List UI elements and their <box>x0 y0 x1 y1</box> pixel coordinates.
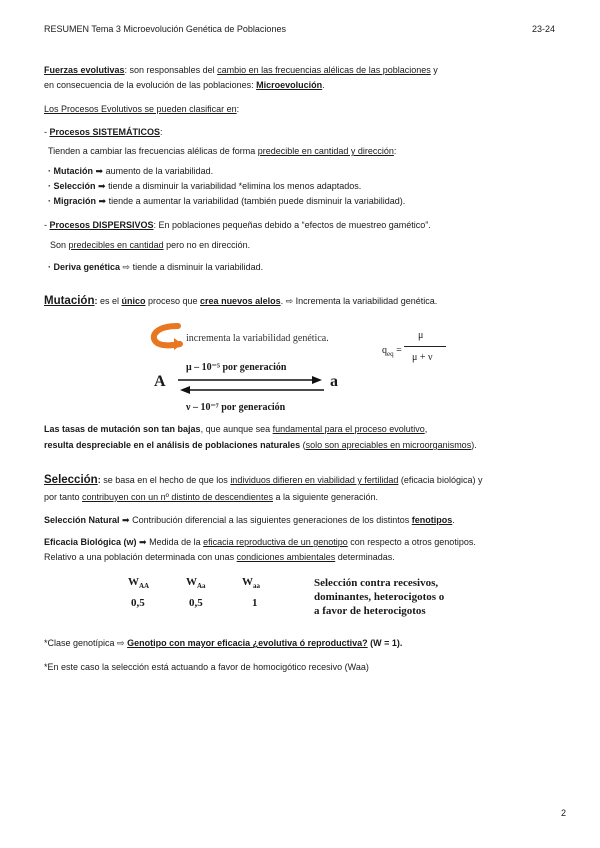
fuerzas-term: Fuerzas evolutivas <box>44 65 125 75</box>
fig-fraction-num: μ <box>418 330 424 341</box>
seleccion-natural-line: Selección Natural ➡ Contribución diferencial a las siguientes generaciones de los distintos fenotipos. <box>44 515 455 525</box>
w-value-aa: 1 <box>252 597 258 609</box>
fuerzas-line-1: Fuerzas evolutivas: son responsables del cambio en las frecuencias alélicas de las poblaciones y <box>44 65 438 75</box>
header-year: 23-24 <box>532 24 556 34</box>
right-arrow-icon: ➡ <box>98 181 106 191</box>
fig-q-eq: $q_{eq}$ = <box>382 345 402 358</box>
header-title: RESUMEN Tema 3 Microevolución Genética de Poblaciones <box>44 24 286 34</box>
fig-fraction-bar <box>404 346 446 347</box>
fig-increment-label: incrementa la variabilidad genética. <box>186 333 329 344</box>
curved-orange-arrow-icon <box>148 322 184 352</box>
seleccion-line-2: por tanto contribuyen con un nº distinto de descendientes a la siguiente generación. <box>44 492 379 502</box>
w-value-AA: 0,5 <box>131 597 145 609</box>
fuerzas-line-2: en consecuencia de la evolución de las poblaciones: Microevolución. <box>44 80 325 90</box>
mutacion-line: Mutación: es el único proceso que crea nuevos alelos. ⇨ Incrementa la variabilidad genética. <box>44 295 438 307</box>
list-item-deriva: · Deriva genética ⇨ tiende a disminuir la variabilidad. <box>48 262 264 272</box>
page-number: 2 <box>561 808 567 818</box>
clasificar-line: Los Procesos Evolutivos se pueden clasificar en: <box>44 104 240 114</box>
sistematicos-desc: Tienden a cambiar las frecuencias alélicas de forma predecible en cantidad y dirección: <box>48 146 397 156</box>
eficacia-line-1: Eficacia Biológica (w) ➡ Medida de la eficacia reproductiva de un genotipo con respecto a otros genotipos. <box>44 537 476 547</box>
w-note: Selección contra recesivos, dominantes, heterocigotos o a favor de heterocigotos <box>314 577 445 617</box>
eficacia-line-2: Relativo a una población determinada con unas condiciones ambientales determinadas. <box>44 552 395 562</box>
microevolucion-term: Microevolución <box>256 80 323 90</box>
right-arrow-icon: ➡ <box>139 537 147 547</box>
w-header-Aa: $W_{Aa}$ <box>186 576 206 591</box>
fig-allele-A: A <box>154 373 166 390</box>
fig-nu-rate: ν – 10⁻⁷ por generación <box>186 402 286 413</box>
list-item-seleccion: · Selección ➡ tiende a disminuir la variabilidad *elimina los menos adaptados. <box>48 181 362 191</box>
seleccion-line-1: Selección: se basa en el hecho de que los individuos difieren en viabilidad y fertilidad (eficacia biológica) y <box>44 474 483 486</box>
caso-line: *En este caso la selección está actuando a favor de homocigótico recesivo (Waa) <box>44 662 369 672</box>
right-arrow-icon: ⇨ <box>122 262 131 272</box>
dispersivos-line-2: Son predecibles en cantidad pero no en dirección. <box>50 240 251 250</box>
fig-allele-a: a <box>330 373 338 390</box>
seleccion-heading: Selección <box>44 474 98 486</box>
w-header-aa: $W_{aa}$ <box>242 576 260 591</box>
clase-genotipica-line: *Clase genotípica ⇨ Genotipo con mayor eficacia ¿evolutiva ó reproductiva? (W = 1). <box>44 638 403 648</box>
right-arrow-icon: ➡ <box>95 166 104 176</box>
list-item-migracion: · Migración ➡ tiende a aumentar la variabilidad (también puede disminuir la variabilidad). <box>48 196 406 206</box>
sistematicos-heading: - Procesos SISTEMÁTICOS: <box>44 127 163 137</box>
right-arrow-icon: ➡ <box>122 515 130 525</box>
reversible-arrows-icon <box>176 374 326 396</box>
tasas-line-1: Las tasas de mutación son tan bajas, que aunque sea fundamental para el proceso evolutivo, <box>44 424 428 434</box>
list-item-mutacion: · Mutación ➡ aumento de la variabilidad. <box>48 166 214 176</box>
w-header-AA: $W_{AA}$ <box>128 576 150 591</box>
tasas-line-2: resulta despreciable en el análisis de poblaciones naturales (solo son apreciables en microorganismos). <box>44 440 477 450</box>
dispersivos-heading: - Procesos DISPERSIVOS: En poblaciones pequeñas debido a “efectos de muestreo gamético”. <box>44 220 431 230</box>
right-arrow-icon: ➡ <box>98 196 107 206</box>
fig-mu-rate: μ – 10⁻⁵ por generación <box>186 362 287 373</box>
w-value-Aa: 0,5 <box>189 597 203 609</box>
mutacion-heading: Mutación <box>44 295 95 307</box>
fig-fraction-den: μ + ν <box>412 352 433 363</box>
